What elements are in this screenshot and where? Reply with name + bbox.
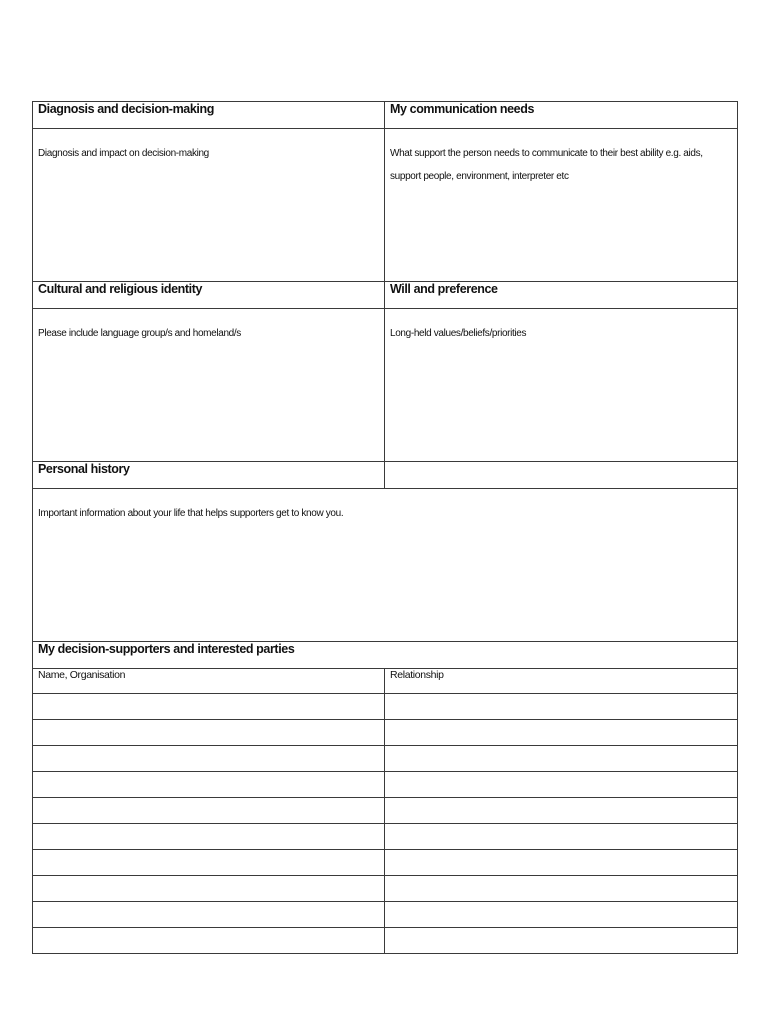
supporter-name-cell[interactable] (33, 694, 385, 720)
diagnosis-heading: Diagnosis and decision-making (33, 102, 385, 129)
supporter-relationship-cell[interactable] (385, 694, 738, 720)
supporter-name-cell[interactable] (33, 798, 385, 824)
relationship-column-header: Relationship (385, 669, 738, 694)
header-row-2 (33, 282, 738, 309)
empty-heading-cell (385, 462, 738, 489)
supporter-row (33, 850, 738, 876)
supporters-column-header-row (33, 669, 738, 694)
history-hint: Important information about your life that helps supporters get to know you. (38, 508, 344, 519)
supporters-heading: My decision-supporters and interested parties (33, 642, 738, 669)
supporter-relationship-cell[interactable] (385, 746, 738, 772)
form-sheet (32, 101, 737, 954)
supporter-relationship-cell[interactable] (385, 902, 738, 928)
supporter-relationship-cell[interactable] (385, 824, 738, 850)
supporter-relationship-cell[interactable] (385, 876, 738, 902)
supporter-relationship-cell[interactable] (385, 850, 738, 876)
header-row-4 (33, 642, 738, 669)
communication-heading: My communication needs (385, 102, 738, 129)
supporter-row (33, 720, 738, 746)
plan-form-table (32, 101, 738, 954)
history-field[interactable] (33, 489, 738, 642)
header-row-1 (33, 102, 738, 129)
supporter-name-cell[interactable] (33, 824, 385, 850)
supporter-row (33, 824, 738, 850)
supporter-name-cell[interactable] (33, 746, 385, 772)
supporter-name-cell[interactable] (33, 876, 385, 902)
supporter-relationship-cell[interactable] (385, 720, 738, 746)
supporter-name-cell[interactable] (33, 772, 385, 798)
history-heading: Personal history (33, 462, 385, 489)
supporter-row (33, 876, 738, 902)
name-organisation-column-header: Name, Organisation (33, 669, 385, 694)
supporter-relationship-cell[interactable] (385, 798, 738, 824)
header-row-3 (33, 462, 738, 489)
supporter-name-cell[interactable] (33, 720, 385, 746)
content-row-3 (33, 489, 738, 642)
cultural-field[interactable] (33, 309, 385, 462)
supporter-row (33, 902, 738, 928)
supporter-relationship-cell[interactable] (385, 928, 738, 954)
supporter-relationship-cell[interactable] (385, 772, 738, 798)
will-heading: Will and preference (385, 282, 738, 309)
content-row-1 (33, 129, 738, 282)
supporter-row (33, 928, 738, 954)
communication-hint: What support the person needs to communicate to their best ability e.g. aids, support people, environment, interpreter etc (390, 148, 703, 182)
supporter-row (33, 798, 738, 824)
supporter-name-cell[interactable] (33, 902, 385, 928)
supporter-name-cell[interactable] (33, 850, 385, 876)
supporter-row (33, 694, 738, 720)
will-hint: Long-held values/beliefs/priorities (390, 328, 527, 339)
communication-field[interactable] (385, 129, 738, 282)
supporter-row (33, 746, 738, 772)
content-row-2 (33, 309, 738, 462)
diagnosis-hint: Diagnosis and impact on decision-making (38, 148, 209, 159)
cultural-hint: Please include language group/s and homeland/s (38, 328, 241, 339)
supporter-row (33, 772, 738, 798)
will-field[interactable] (385, 309, 738, 462)
diagnosis-field[interactable] (33, 129, 385, 282)
supporter-name-cell[interactable] (33, 928, 385, 954)
cultural-heading: Cultural and religious identity (33, 282, 385, 309)
